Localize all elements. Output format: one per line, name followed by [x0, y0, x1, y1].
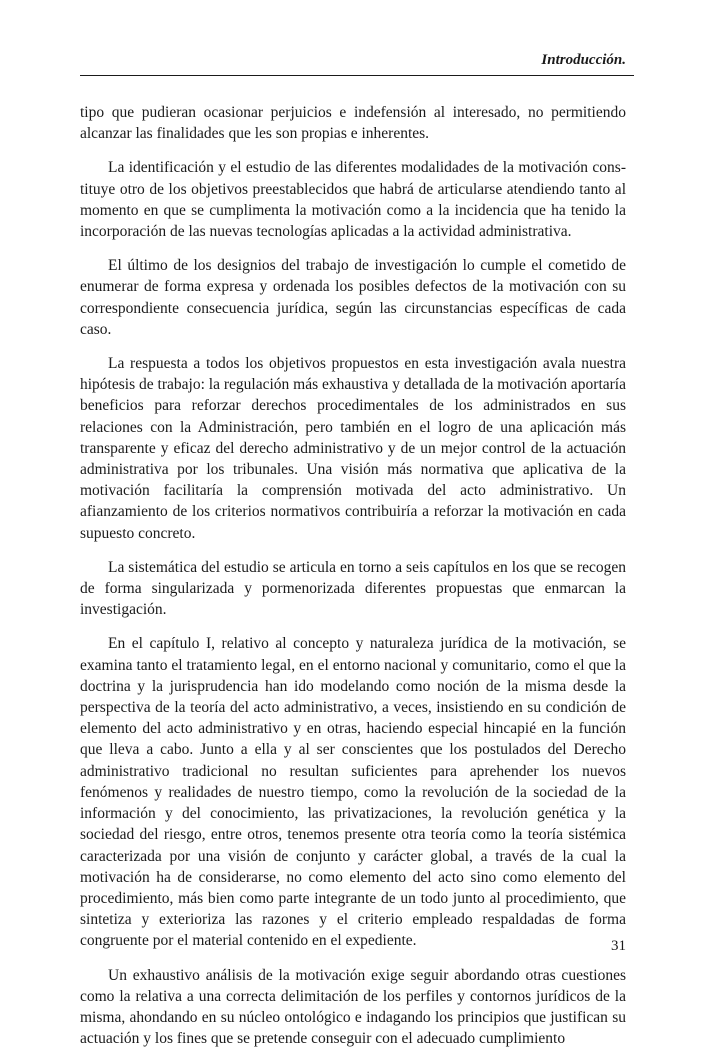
paragraph-analisis-exhaustivo: Un exhaustivo análisis de la motivación exige seguir abordando otras cuestiones como la relativa a una correcta delimitación de los perfiles y contornos jurídicos de la misma, ahondando en su núcleo ontológico e indagando los principios que justifican su actuación y los fines que se pretende conseguir con el adecuado cumplimiento: [80, 966, 626, 1048]
paragraph-capitulo-i: En el capítulo I, relativo al concepto y naturaleza jurídica de la motivación, se examina tanto el tratamiento legal, en el entorno nacional y comunitario, como el que la doctrina y la jurisprudencia han ido modelando como noción de la misma desde la perspectiva de la teoría del acto administrativo, a veces, insistiendo en su condición de elemento del acto administrativo y en otras, haciendo especial hincapié en la función que lleva a cabo. Junto a ella y al ser conscientes que los postulados del Derecho administrativo tradicional no resultan suficientes para aprehender los nuevos fenómenos y realidades de nuestro tiempo, como la revolución de la sociedad de la información y del conocimiento, las privatizaciones, la revolución genética y la sociedad del riesgo, entre otros, tenemos presente otra teoría como la teoría sistémica caracterizada por una visión de conjunto y carácter global, a través de la cual la motivación ha de considerarse, no como elemento del acto sino como elemento del procedimiento, más bien como parte integrante de un todo junto al procedimiento, que sintetiza y exterioriza las razones y el criterio empleado respaldadas de forma congruente por el material contenido en el expediente.: [80, 635, 626, 950]
running-header: Introducción.: [541, 52, 626, 68]
paragraph-continuation: tipo que pudieran ocasionar perjuicios e indefensión al interesado, no permitiendo alcanzar las finalidades que les son propias e inherentes.: [80, 104, 626, 143]
paragraph-identificacion: La identificación y el estudio de las diferentes modalidades de la motivación constituye otro de los objetivos preestablecidos que habrá de articularse atendiendo tanto al momento en que se cumplimenta la motivación como a la incidencia que ha tenido la incorporación de las nuevas tecnologías aplicadas a la actividad administrativa.: [80, 159, 626, 241]
paragraph-ultimo-designio: El último de los designios del trabajo de investigación lo cumple el cometido de enumerar de forma expresa y ordenada los posibles defectos de la motivación con su correspondiente consecuencia jurídica, según las circunstancias específicas de cada caso.: [80, 257, 626, 338]
page-number: 31: [611, 938, 626, 954]
paragraph-respuesta-hipotesis: La respuesta a todos los objetivos propuestos en esta investigación avala nuestra hipótesis de trabajo: la regulación más exhaustiva y detallada de la motivación aportaría beneficios para reforzar derechos procedimentales de los administrados en sus relaciones con la Administración, pero también en el logro de una aplicación más transparente y eficaz del derecho administrativo y de un mejor control de la actuación administrativa por los tribunales. Una visión más normativa que aplicativa de la motivación facilitaría la comprensión motivada del acto administrativo. Un afianzamiento de los criterios normativos contribuiría a reforzar la motivación en cada supuesto concreto.: [80, 355, 626, 542]
body-text: [80, 102, 626, 1062]
paragraph-sistematica: La sistemática del estudio se articula en torno a seis capítulos en los que se recogen de forma singularizada y pormenorizada diferentes propuestas que enmarcan la investigación.: [80, 558, 626, 619]
header-rule: [80, 75, 634, 76]
